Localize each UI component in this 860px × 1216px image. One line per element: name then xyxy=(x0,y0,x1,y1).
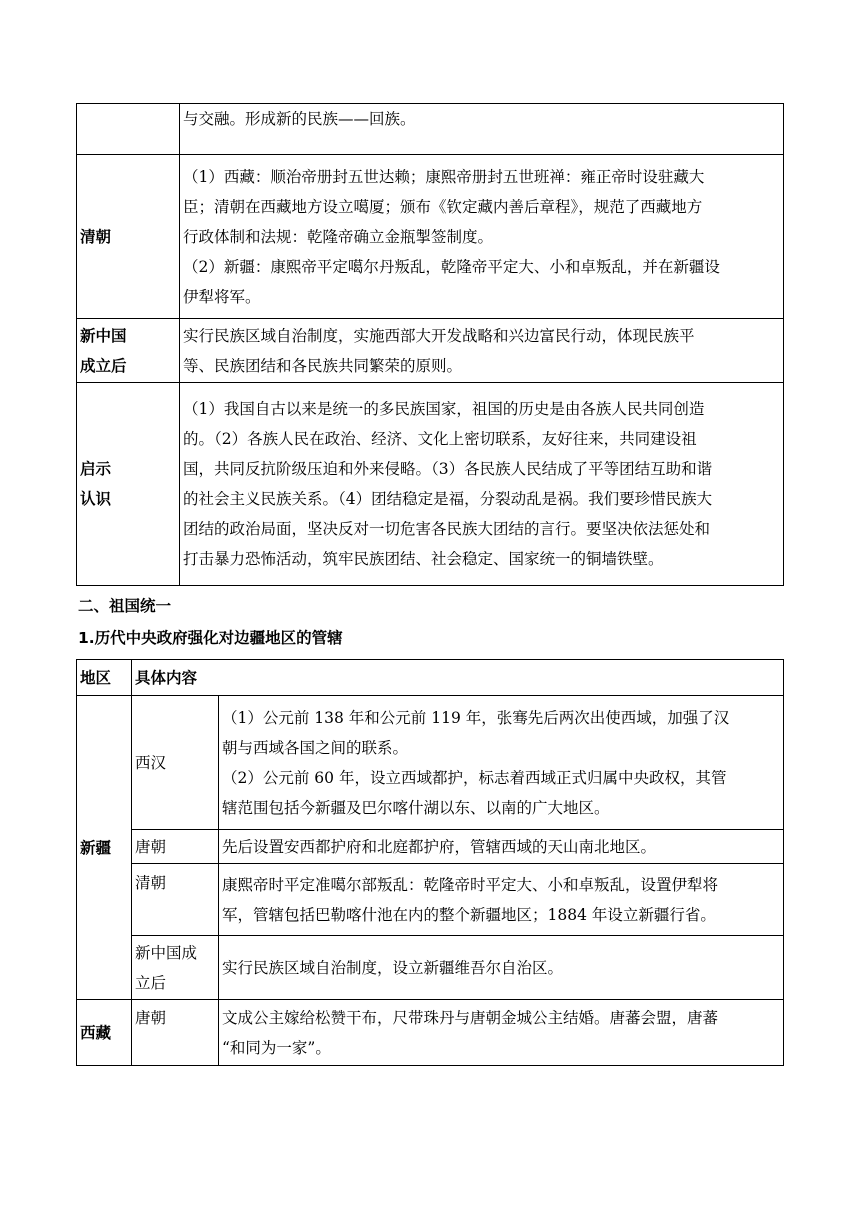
content-line: 与交融。形成新的民族——回族。 xyxy=(183,110,416,128)
table-row xyxy=(77,864,784,936)
content-cell xyxy=(180,383,784,586)
content-cell xyxy=(219,1000,784,1066)
era-label-line: 成立后 xyxy=(80,356,127,375)
table-row xyxy=(77,383,784,586)
content-line: 朝与西域各国之间的联系。 xyxy=(222,738,409,757)
era-label-line: 认识 xyxy=(80,490,112,508)
era-cell xyxy=(77,319,180,383)
content-line: （1）公元前 138 年和公元前 119 年，张骞先后两次出使西域，加强了汉 xyxy=(222,708,730,727)
era-cell: 清朝 xyxy=(77,155,180,319)
table-row xyxy=(77,155,784,319)
era-cell: 唐朝 xyxy=(132,1000,219,1066)
content-line: 文成公主嫁给松赞干布，尺带珠丹与唐朝金城公主结婚。唐蕃会盟，唐蕃 xyxy=(222,1008,719,1027)
history-table xyxy=(76,103,784,586)
section-heading: 二、祖国统一 xyxy=(78,597,172,615)
table-row xyxy=(77,1000,784,1066)
content-line: 先后设置安西都护府和北庭都护府，管辖西域的天山南北地区。 xyxy=(222,837,657,856)
content-line: （2）公元前 60 年，设立西域都护，标志着西域正式归属中央政权，其管 xyxy=(222,768,727,787)
content-line: 康熙帝时平定准噶尔部叛乱：乾隆帝时平定大、小和卓叛乱，设置伊犁将 xyxy=(222,875,719,894)
table-header-row xyxy=(77,660,784,696)
content-cell xyxy=(180,319,784,383)
sub-heading: 1.历代中央政府强化对边疆地区的管辖 xyxy=(78,629,343,647)
content-line: “和同为一家”。 xyxy=(222,1038,331,1057)
region-cell: 新疆 xyxy=(77,696,132,1000)
content-cell xyxy=(219,864,784,936)
content-line: 实行民族区域自治制度，设立新疆维吾尔自治区。 xyxy=(222,958,564,977)
content-line: 实行民族区域自治制度，实施西部大开发战略和兴边富民行动，体现民族平 xyxy=(183,326,695,345)
era-cell xyxy=(77,383,180,586)
table-row xyxy=(77,319,784,383)
frontier-table xyxy=(76,659,784,1066)
content-line: 军，管辖包括巴勒喀什池在内的整个新疆地区；1884 年设立新疆行省。 xyxy=(222,905,716,924)
table-row xyxy=(77,104,784,155)
content-line: （1）西藏：顺治帝册封五世达赖；康熙帝册封五世班禅：雍正帝时设驻藏大 xyxy=(183,167,705,186)
table-row xyxy=(77,936,784,1000)
era-cell: 唐朝 xyxy=(132,830,219,864)
content-line: 国，共同反抗阶级压迫和外来侵略。（3）各民族人民结成了平等团结互助和谐 xyxy=(183,460,713,478)
era-label-line: 启示 xyxy=(80,460,112,478)
content-cell xyxy=(219,936,784,1000)
content-line: 辖范围包括今新疆及巴尔喀什湖以东、以南的广大地区。 xyxy=(222,798,610,817)
era-label-line: 立后 xyxy=(135,973,167,992)
era-label-line: 新中国成 xyxy=(135,943,198,962)
header-content: 具体内容 xyxy=(132,660,784,696)
era-cell xyxy=(132,936,219,1000)
table-row xyxy=(77,696,784,830)
table-row xyxy=(77,830,784,864)
content-line: 团结的政治局面，坚决反对一切危害各民族大团结的言行。要坚决依法惩处和 xyxy=(183,520,711,538)
era-label-line: 新中国 xyxy=(80,326,127,345)
region-cell: 西藏 xyxy=(77,1000,132,1066)
content-line: 打击暴力恐怖活动，筑牢民族团结、社会稳定、国家统一的铜墙铁壁。 xyxy=(183,550,664,568)
era-cell: 清朝 xyxy=(132,864,219,936)
content-cell xyxy=(219,830,784,864)
header-region: 地区 xyxy=(77,660,132,696)
content-cell xyxy=(180,104,784,155)
content-line: 伊犁将军。 xyxy=(183,287,261,306)
content-line: （2）新疆：康熙帝平定噶尔丹叛乱，乾隆帝平定大、小和卓叛乱，并在新疆设 xyxy=(183,257,720,276)
content-line: （1）我国自古以来是统一的多民族国家，祖国的历史是由各族人民共同创造 xyxy=(183,400,705,418)
era-cell xyxy=(77,104,180,155)
content-line: 的社会主义民族关系。（4）团结稳定是福，分裂动乱是祸。我们要珍惜民族大 xyxy=(183,490,713,508)
content-line: 的。（2）各族人民在政治、经济、文化上密切联系，友好往来，共同建设祖 xyxy=(183,430,697,448)
era-cell: 西汉 xyxy=(132,696,219,830)
content-cell xyxy=(180,155,784,319)
content-line: 行政体制和法规：乾隆帝确立金瓶掣签制度。 xyxy=(183,227,494,246)
content-cell xyxy=(219,696,784,830)
content-line: 等、民族团结和各民族共同繁荣的原则。 xyxy=(183,356,463,375)
content-line: 臣；清朝在西藏地方设立噶厦；颁布《钦定藏内善后章程》，规范了西藏地方 xyxy=(183,197,703,216)
